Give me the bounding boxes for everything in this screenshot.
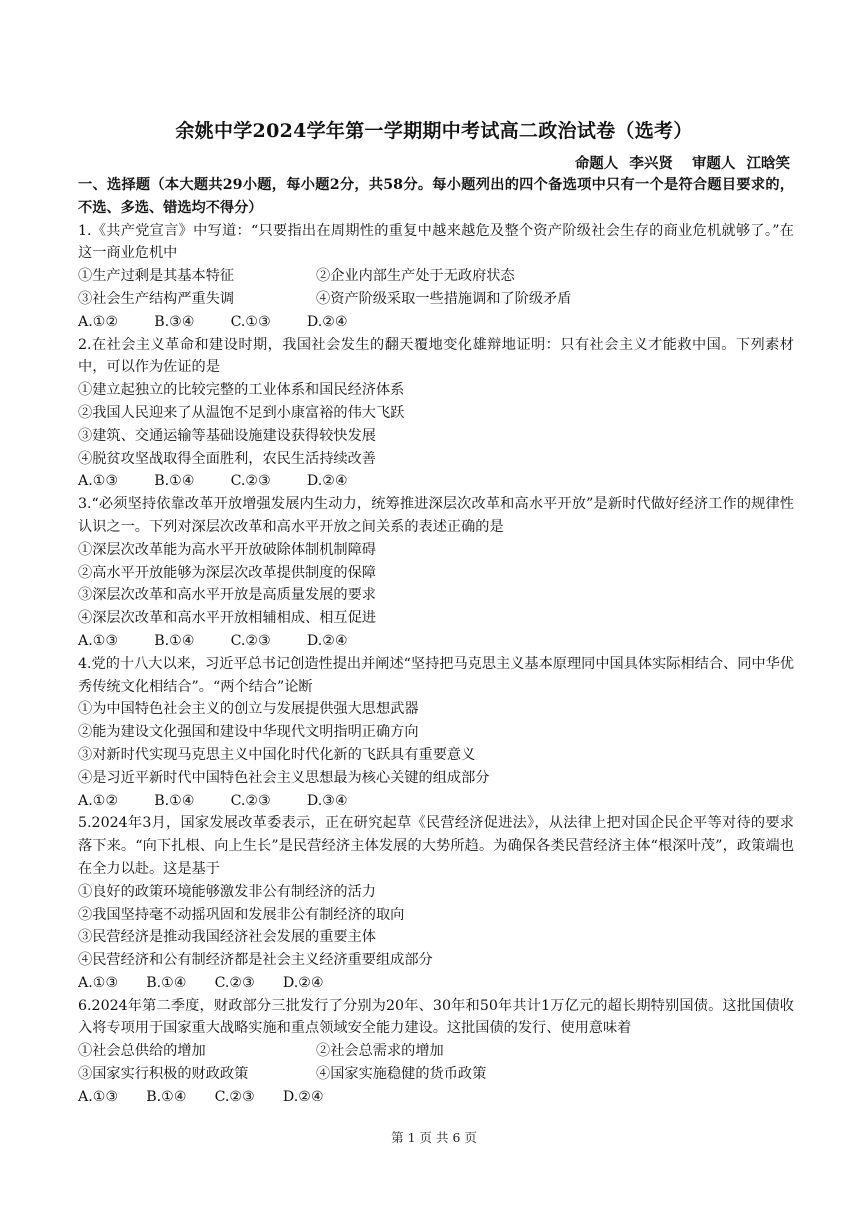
reviewer-name: 江晗笑 (746, 155, 790, 172)
section-heading: 一、选择题（本大题共29小题，每小题2分，共58分。每小题列出的四个备选项中只有一个是符合题目要求的，不选、多选、错选均不得分） (78, 177, 794, 216)
answer-b: B.①④ (154, 632, 195, 649)
option-2: ②能为建设文化强国和建设中华现代文明指明正确方向 (78, 724, 419, 741)
answer-c: C.②③ (230, 473, 271, 490)
option-1: ①良好的政策环境能够激发非公有制经济的活力 (78, 883, 376, 900)
option-4: ④国家实施稳健的货币政策 (316, 1066, 487, 1083)
question-5 (78, 812, 794, 994)
option-1: ①建立起独立的比较完整的工业体系和国民经济体系 (78, 382, 405, 399)
question-1 (78, 220, 794, 334)
question-stem: 6.2024年第二季度，财政部分三批发行了分别为20年、30年和50年共计1万亿元的超长期特别国债。这批国债收入将专项用于国家重大战略实施和重点领域安全能力建设。这批国债的发行、使用意味着 (78, 997, 794, 1037)
answer-b: B.①④ (154, 792, 195, 809)
answer-d: D.②④ (306, 473, 348, 490)
option-3: ③社会生产结构严重失调 (78, 290, 235, 307)
answer-a: A.①③ (78, 1088, 119, 1105)
option-3: ③建筑、交通运输等基础设施建设获得较快发展 (78, 427, 376, 444)
reviewer-label: 审题人 (691, 155, 736, 172)
answer-d: D.②④ (306, 632, 348, 649)
option-row (78, 1040, 794, 1063)
option-3: ③对新时代实现马克思主义中国化时代化新的飞跃具有重要意义 (78, 746, 476, 763)
answer-d: D.②④ (306, 313, 348, 330)
answer-b: B.①④ (146, 974, 187, 991)
answer-a: A.①③ (78, 974, 119, 991)
answer-d: D.②④ (282, 1088, 324, 1105)
option-3: ③国家实行积极的财政政策 (78, 1066, 249, 1083)
proposer-label: 命题人 (574, 155, 619, 172)
question-stem: 5.2024年3月，国家发展改革委表示，正在研究起草《民营经济促进法》，从法律上把对国企民企平等对待的要求落下来。“向下扎根、向上生长”是民营经济主体发展的大势所趋。为确保各类民营经济主体“根深叶茂”，政策端也在全力以赴。这是基于 (78, 815, 794, 877)
answer-choices (78, 311, 794, 334)
answer-b: B.①④ (154, 473, 195, 490)
exam-content (78, 174, 794, 1109)
question-stem: 2.在社会主义革命和建设时期，我国社会发生的翻天覆地变化雄辩地证明：只有社会主义才能救中国。下列素材中，可以作为佐证的是 (78, 336, 794, 376)
option-1: ①社会总供给的增加 (78, 1043, 206, 1060)
option-2: ②我国坚持毫不动摇巩固和发展非公有制经济的取向 (78, 906, 405, 923)
option-2: ②社会总需求的增加 (316, 1043, 444, 1060)
answer-choices (78, 630, 794, 653)
question-4 (78, 653, 794, 813)
answer-a: A.①③ (78, 632, 119, 649)
option-4: ④是习近平新时代中国特色社会主义思想最为核心关键的组成部分 (78, 769, 490, 786)
option-2: ②高水平开放能够为深层次改革提供制度的保障 (78, 564, 376, 581)
page-number: 第 1 页 共 6 页 (391, 1130, 477, 1145)
answer-c: C.②③ (214, 1088, 255, 1105)
question-stem: 1.《共产党宣言》中写道：“只要指出在周期性的重复中越来越危及整个资产阶级社会生存的商业危机就够了。”在这一商业危机中 (78, 222, 794, 262)
answer-a: A.①② (78, 313, 119, 330)
option-1: ①生产过剩是其基本特征 (78, 268, 235, 285)
author-line (569, 152, 790, 173)
option-1: ①为中国特色社会主义的创立与发展提供强大思想武器 (78, 701, 419, 718)
option-row (78, 1063, 794, 1086)
option-3: ③深层次改革和高水平开放是高质量发展的要求 (78, 587, 376, 604)
question-stem: 4.党的十八大以来，习近平总书记创造性提出并阐述“坚持把马克思主义基本原理同中国具体实际相结合、同中华优秀传统文化相结合”。“两个结合”论断 (78, 655, 794, 695)
answer-choices (78, 972, 794, 995)
option-4: ④脱贫攻坚战取得全面胜利，农民生活持续改善 (78, 450, 376, 467)
answer-c: C.②③ (214, 974, 255, 991)
answer-d: D.②④ (282, 974, 324, 991)
question-stem: 3.“必须坚持依靠改革开放增强发展内生动力，统筹推进深层次改革和高水平开放”是新时代做好经济工作的规律性认识之一。下列对深层次改革和高水平开放之间关系的表述正确的是 (78, 496, 794, 535)
answer-choices (78, 790, 794, 813)
answer-choices (78, 1086, 794, 1109)
option-row (78, 288, 794, 311)
option-4: ④民营经济和公有制经济都是社会主义经济重要组成部分 (78, 952, 433, 969)
answer-a: A.①② (78, 792, 119, 809)
answer-c: C.②③ (230, 792, 271, 809)
option-4: ④深层次改革和高水平开放相辅相成、相互促进 (78, 610, 376, 627)
proposer-name: 李兴贤 (629, 155, 673, 172)
answer-b: B.①④ (146, 1088, 187, 1105)
question-2 (78, 334, 794, 494)
option-3: ③民营经济是推动我国经济社会发展的重要主体 (78, 929, 376, 946)
option-4: ④资产阶级采取一些措施调和了阶级矛盾 (316, 290, 572, 307)
answer-a: A.①③ (78, 473, 119, 490)
option-2: ②我国人民迎来了从温饱不足到小康富裕的伟大飞跃 (78, 404, 405, 421)
exam-title: 余姚中学2024学年第一学期期中考试高二政治试卷（选考） (175, 120, 693, 142)
answer-d: D.③④ (306, 792, 348, 809)
question-6 (78, 995, 794, 1109)
answer-choices (78, 470, 794, 493)
option-row (78, 265, 794, 288)
question-3 (78, 493, 794, 653)
answer-c: C.②③ (230, 632, 271, 649)
option-1: ①深层次改革能为高水平开放破除体制机制障碍 (78, 541, 376, 558)
option-2: ②企业内部生产处于无政府状态 (316, 268, 515, 285)
answer-c: C.①③ (230, 313, 271, 330)
answer-b: B.③④ (154, 313, 195, 330)
